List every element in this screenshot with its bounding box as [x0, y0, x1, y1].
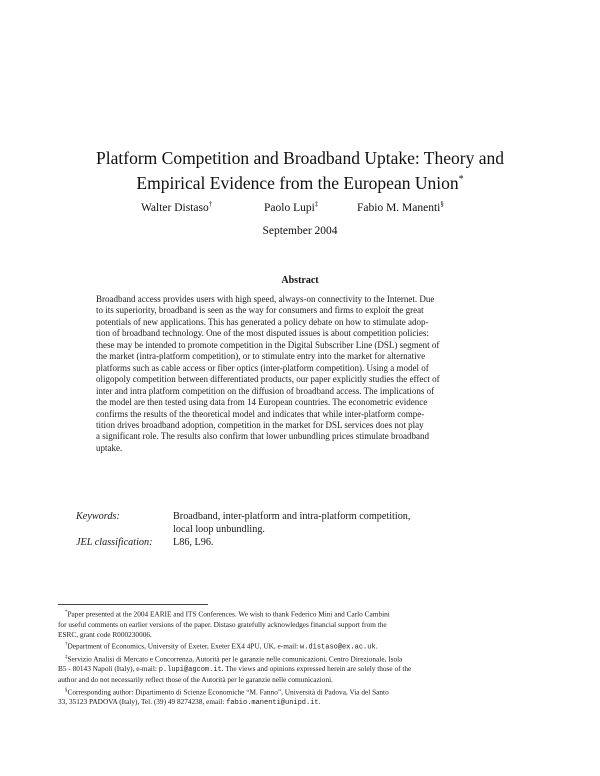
footnote-2-end: . [375, 641, 378, 651]
footnote-4-line-2 [58, 697, 542, 708]
title-line-1: Platform Competition and Broadband Uptake: Theory and [96, 148, 504, 168]
title-footnote-mark: * [458, 174, 464, 185]
footnote-4-mark: § [65, 687, 68, 693]
footnote-3-line-1-text: Servizio Analisi di Mercato e Concorrenza, Autorità per le garanzie nelle comunicazioni, Centro Direzionale, Isola [67, 654, 403, 664]
footnote-2 [58, 640, 542, 653]
title-line-2 [60, 169, 540, 194]
author-1 [141, 200, 212, 214]
author-3-mark: § [440, 200, 444, 208]
jel-value: L86, L96. [173, 537, 214, 548]
footnote-3-email: p.lupi@agcom.it [158, 666, 222, 675]
footnote-4 [58, 686, 542, 709]
footnote-3-line-2-post: . The views and opinions expressed herein are solely those of the [221, 664, 412, 674]
footnote-divider [58, 604, 208, 605]
abstract-line: tion of broadband technology. One of the most disputed issues is about competition policies: [96, 328, 429, 339]
footnote-3 [58, 653, 542, 686]
author-2-mark: ‡ [314, 200, 319, 208]
abstract-line: a significant role. The results also confirm that lower unbundling prices stimulate broadband [96, 431, 429, 442]
author-3-name: Fabio M. Manenti [357, 201, 441, 214]
footnote-1-line-3: ESRC, grant code R000230006. [58, 629, 152, 639]
footnote-3-mark: ‡ [65, 654, 68, 660]
footnote-4-email: fabio.manenti@unipd.it [226, 699, 319, 708]
footnote-2-line-1 [58, 640, 542, 653]
footnote-2-text: Department of Economics, University of Exeter, Exeter EX4 4PU, UK, e-mail: [67, 641, 301, 651]
abstract-heading: Abstract [281, 275, 319, 286]
author-3 [357, 200, 444, 214]
footnote-2-email: w.distaso@ex.ac.uk [300, 643, 376, 652]
keywords-value-line-1: Broadband, inter-platform and intra-platform competition, [173, 511, 411, 522]
jel-label: JEL classification: [76, 537, 153, 548]
footnote-4-line-1 [58, 686, 542, 698]
author-2 [264, 200, 318, 214]
title-line-2-text: Empirical Evidence from the European Union [136, 172, 459, 193]
footnote-4-line-2-pre: 33, 35123 PADOVA (Italy), Tel. (39) 49 8274238, email: [58, 697, 227, 707]
abstract-line: inter and intra platform competition on the diffusion of broadband access. The implications of [96, 385, 435, 396]
abstract-line: potentials of new applications. This has generated a policy debate on how to stimulate adop- [96, 316, 429, 327]
footnote-1-line-2: for useful comments on earlier versions of the paper. Distaso gratefully acknowledges financial support from the [58, 619, 387, 629]
footnote-1 [58, 608, 542, 640]
abstract-line: platforms such as cable access or fiber optics (inter-platform competition). Using a model of [96, 362, 429, 373]
author-2-name: Paolo Lupi [264, 201, 315, 214]
keywords-label: Keywords: [76, 511, 120, 522]
abstract-line: to its superiority, broadband is seen as the way for consumers and firms to exploit the great [96, 305, 424, 316]
footnote-1-line-1-text: Paper presented at the 2004 EARIE and ITS Conferences. We wish to thank Federico Mini and Carlo Cambini [67, 609, 390, 619]
footnote-3-line-1 [58, 653, 542, 665]
footnote-3-line-2-pre: B5 - 80143 Napoli (Italy), e-mail: [58, 664, 159, 674]
abstract-line: the model are then tested using data from 14 European countries. The econometric evidence [96, 397, 428, 408]
abstract-line: tition drives broadband adoption, competition in the market for DSL services does not play [96, 419, 424, 430]
footnote-1-mark: * [65, 610, 68, 615]
abstract-line: the market (intra-platform competition), or to stimulate entry into the market for alternative [96, 351, 426, 362]
author-1-mark: † [208, 200, 213, 208]
footnote-2-mark: † [65, 642, 68, 648]
footnote-4-line-1-text: Corresponding author: Dipartimento di Scienze Economiche “M. Fanno”, Università di Padova, Via del Santo [67, 687, 389, 697]
footnote-1-line-1 [58, 608, 542, 620]
footnote-3-line-3: author and do not necessarily reflect those of the Autorità per le garanzie nelle comunicazioni. [58, 675, 333, 685]
paper-title [60, 147, 540, 194]
footnote-3-line-2 [58, 664, 542, 675]
abstract-line: oligopoly competition between differentiated products, our paper explicitly studies the effect of [96, 374, 440, 385]
footnotes [58, 608, 542, 709]
author-1-name: Walter Distaso [141, 201, 209, 214]
abstract-line: Broadband access provides users with high speed, always-on connectivity to the Internet. Due [96, 294, 435, 304]
abstract-line: these may be intended to promote competition in the Digital Subscriber Line (DSL) segment of [96, 339, 440, 350]
abstract-body [96, 294, 506, 454]
footnote-4-line-2-post: . [318, 697, 321, 707]
paper-date: September 2004 [262, 225, 338, 237]
keywords-value-line-2: local loop unbundling. [173, 524, 265, 535]
abstract-line: confirms the results of the theoretical model and indicates that while inter-platform compe- [96, 408, 425, 419]
abstract-line: uptake. [96, 442, 123, 453]
